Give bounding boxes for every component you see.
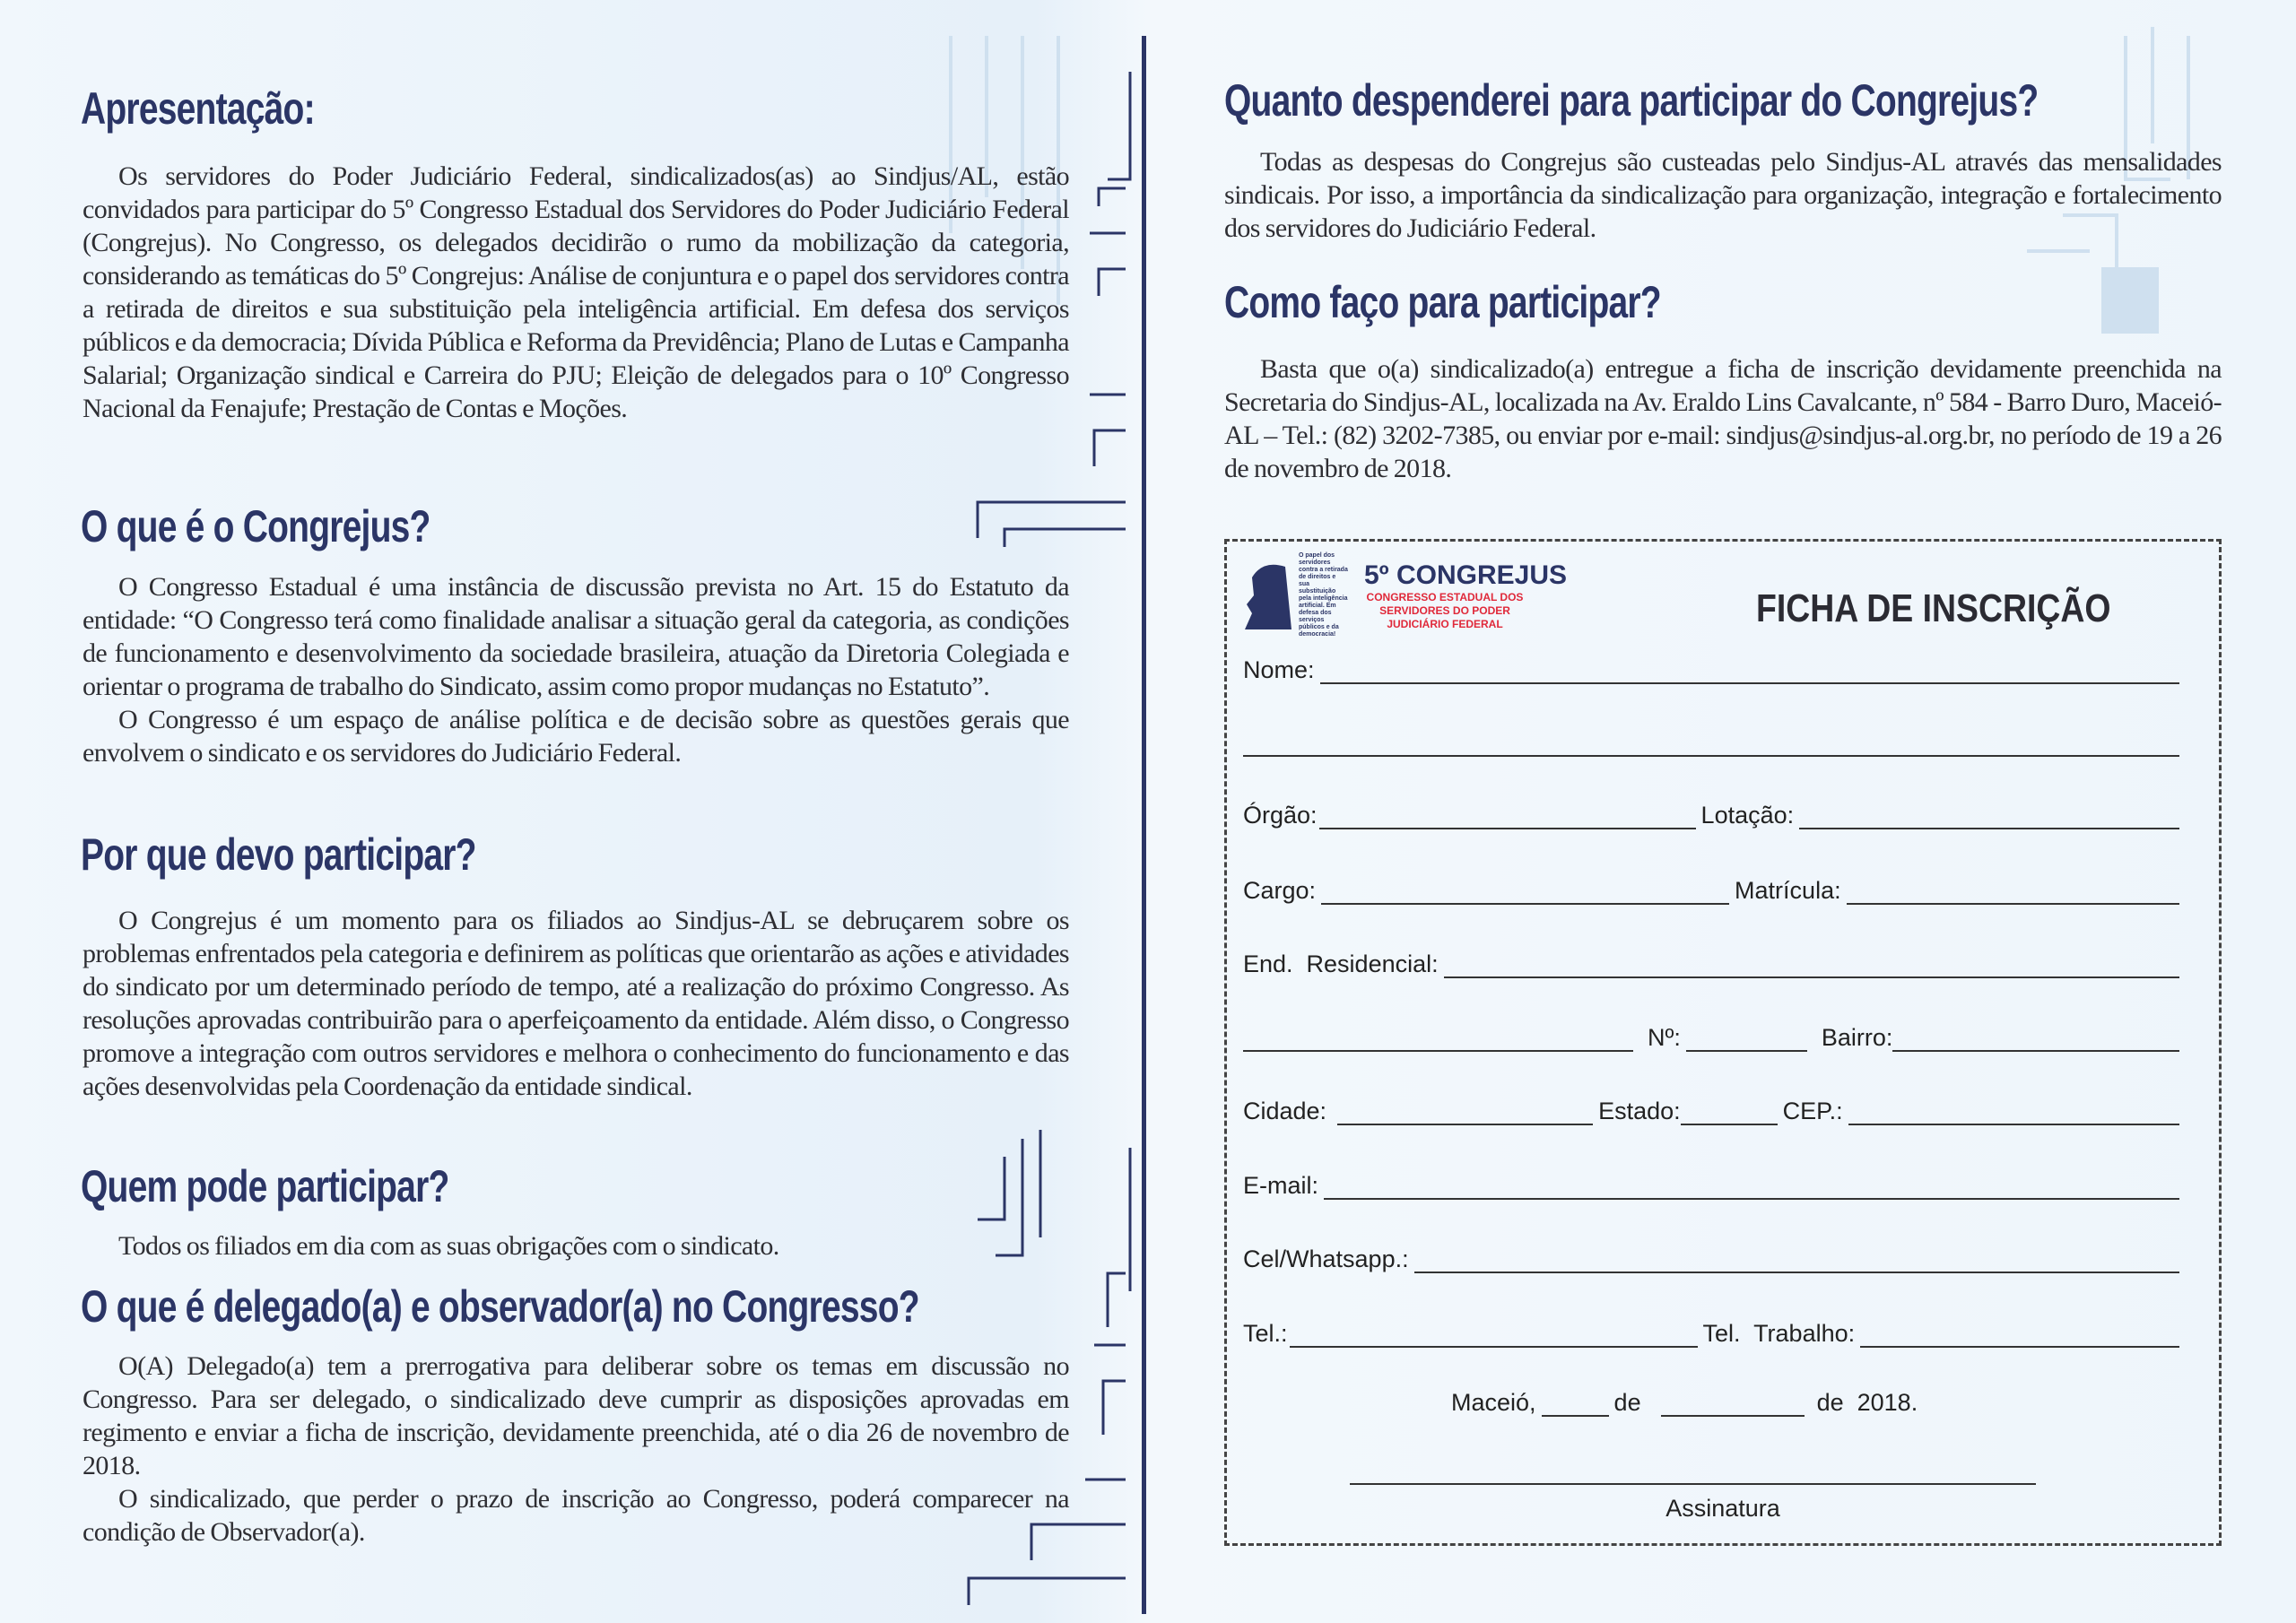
label-endereco: End. Residencial: xyxy=(1243,950,1439,977)
logo-title: 5º CONGREJUS xyxy=(1364,560,1568,590)
signature-line[interactable] xyxy=(1350,1483,2036,1485)
heading-delegado-observador: O que é delegado(a) e observador(a) no Congresso? xyxy=(81,1281,919,1332)
matricula-field[interactable] xyxy=(1847,883,2179,905)
month-field[interactable] xyxy=(1661,1395,1805,1417)
paragraph: Todas as despesas do Congrejus são custeadas pelo Sindjus-AL através das mensalidades sindicais. Por isso, a importância da sindicalização para organização, integração e fortalecimento dos servidores do Judiciário Federal. xyxy=(1224,147,2222,243)
endereco-field[interactable] xyxy=(1444,957,2179,978)
tel-field[interactable] xyxy=(1290,1326,1698,1348)
label-assinatura: Assinatura xyxy=(1665,1495,1780,1522)
form-title: FICHA DE INSCRIÇÃO xyxy=(1756,586,2111,630)
estado-field[interactable] xyxy=(1681,1104,1778,1125)
email-field[interactable] xyxy=(1324,1178,2179,1200)
paragraph: Todos os filiados em dia com as suas obrigações com o sindicato. xyxy=(118,1231,779,1261)
registration-form xyxy=(1224,539,2222,1546)
center-divider xyxy=(1142,36,1146,1614)
cargo-field[interactable] xyxy=(1321,883,1729,905)
tel-trabalho-field[interactable] xyxy=(1860,1326,2179,1348)
heading-por-que-participar: Por que devo participar? xyxy=(81,829,476,880)
label-de-2018: de 2018. xyxy=(1816,1389,1918,1416)
label-maceio: Maceió, xyxy=(1451,1389,1536,1416)
label-nome: Nome: xyxy=(1243,656,1315,683)
label-de: de xyxy=(1613,1389,1641,1416)
bairro-field[interactable] xyxy=(1892,1030,2179,1052)
paragraph: Basta que o(a) sindicalizado(a) entregue a ficha de inscrição devidamente preenchida na Secretaria do Sindjus-AL, localizada na Av. Eraldo Lins Cavalcante, nº 584 - Barro Duro, Maceió-AL – Tel.: (82) 3202-7385, ou enviar por e-mail: sindjus@sindjus-al.org.br, no período de 19 a 26 de novembro de 2018. xyxy=(1224,354,2222,483)
cep-field[interactable] xyxy=(1848,1104,2179,1125)
para-por-que xyxy=(83,904,1069,1103)
orgao-field[interactable] xyxy=(1319,808,1696,829)
nome-field[interactable] xyxy=(1320,663,2179,684)
heading-apresentacao: Apresentação: xyxy=(81,83,315,134)
nome-field-line2[interactable] xyxy=(1243,735,2179,757)
label-tel: Tel.: xyxy=(1243,1320,1288,1347)
endereco-field-line2[interactable] xyxy=(1243,1030,1633,1052)
label-cel: Cel/Whatsapp.: xyxy=(1243,1245,1409,1272)
para-quanto xyxy=(1224,145,2222,245)
lotacao-field[interactable] xyxy=(1799,808,2179,829)
heading-o-que-e-congrejus: O que é o Congrejus? xyxy=(81,501,430,551)
day-field[interactable] xyxy=(1542,1395,1609,1417)
paragraph: O(A) Delegado(a) tem a prerrogativa para deliberar sobre os temas em discussão no Congresso. Para ser delegado, o sindicalizado deve cumprir as disposições aprovadas em regimento e enviar a ficha de inscrição, devidamente preenchida, até o dia 26 de novembro de 2018. xyxy=(83,1351,1069,1480)
label-tel-trabalho: Tel. Trabalho: xyxy=(1702,1320,1856,1347)
heading-quanto-despenderei: Quanto despenderei para participar do Congrejus? xyxy=(1224,75,2039,126)
label-bairro: Bairro: xyxy=(1821,1024,1893,1051)
label-cep: CEP.: xyxy=(1782,1098,1843,1124)
label-orgao: Órgão: xyxy=(1243,802,1318,829)
logo-tagline: O papel dos servidores contra a retirada de direitos e sua substituição pela inteligência artificial. Em defesa dos serviços públicos e da democracia! xyxy=(1299,552,1348,638)
para-o-que-e xyxy=(83,570,1069,769)
cel-field[interactable] xyxy=(1414,1252,2179,1273)
cidade-field[interactable] xyxy=(1337,1104,1593,1125)
paragraph: O Congrejus é um momento para os filiados ao Sindjus-AL se debruçarem sobre os problemas enfrentados pela categoria e definirem as políticas que orientarão as ações e atividades do sindicato por um determinado período de tempo, até a realização do próximo Congresso. As resoluções aprovadas contribuirão para o aperfeiçoamento da entidade. Além disso, o Congresso promove a integração com outros servidores e melhora o conhecimento do funcionamento e das ações desenvolvidas pela Coordenação da entidade sindical. xyxy=(83,906,1069,1101)
label-cargo: Cargo: xyxy=(1243,877,1317,904)
paragraph: Os servidores do Poder Judiciário Federal, sindicalizados(as) ao Sindjus/AL, estão convidados para participar do 5º Congresso Estadual dos Servidores do Poder Judiciário Federal (Congrejus). No Congresso, os delegados decidirão o rumo da mobilização da categoria, considerando as temáticas do 5º Congrejus: Análise de conjuntura e o papel dos servidores contra a retirada de direitos e sua substituição pela inteligência artificial. Em defesa dos serviços públicos e da democracia; Dívida Pública e Reforma da Previdência; Plano de Lutas e Campanha Salarial; Organização sindical e Carreira do PJU; Eleição de delegados para o 10º Congresso Nacional da Fenajufe; Prestação de Contas e Moções. xyxy=(83,161,1069,423)
paragraph: O Congresso é um espaço de análise política e de decisão sobre as questões gerais que envolvem o sindicato e os servidores do Judiciário Federal. xyxy=(83,705,1069,768)
para-apresentacao xyxy=(83,160,1069,425)
logo-subtitle: CONGRESSO ESTADUAL DOS SERVIDORES DO PODER JUDICIÁRIO FEDERAL xyxy=(1366,590,1524,630)
para-quem-pode xyxy=(83,1229,1069,1263)
head-silhouette-icon xyxy=(1236,560,1299,631)
heading-quem-pode: Quem pode participar? xyxy=(81,1161,449,1211)
numero-field[interactable] xyxy=(1686,1030,1807,1052)
label-cidade: Cidade: xyxy=(1243,1098,1327,1124)
congrejus-logo xyxy=(1236,552,1567,638)
heading-como-participar: Como faço para participar? xyxy=(1224,277,1661,327)
label-numero: Nº: xyxy=(1648,1024,1681,1051)
label-email: E-mail: xyxy=(1243,1172,1319,1199)
label-matricula: Matrícula: xyxy=(1735,877,1841,904)
paragraph: O Congresso Estadual é uma instância de discussão prevista no Art. 15 do Estatuto da entidade: “O Congresso terá como finalidade analisar a situação geral da categoria, as condições de funcionamento e desenvolvimento da sociedade brasileira, atuação da Diretoria Colegiada e orientar o programa de trabalho do Sindicato, assim como propor mudanças no Estatuto”. xyxy=(83,572,1069,701)
label-lotacao: Lotação: xyxy=(1700,802,1795,829)
para-delegado xyxy=(83,1350,1069,1549)
para-como xyxy=(1224,352,2222,485)
paragraph: O sindicalizado, que perder o prazo de inscrição ao Congresso, poderá comparecer na condição de Observador(a). xyxy=(83,1484,1069,1547)
label-estado: Estado: xyxy=(1598,1098,1681,1124)
